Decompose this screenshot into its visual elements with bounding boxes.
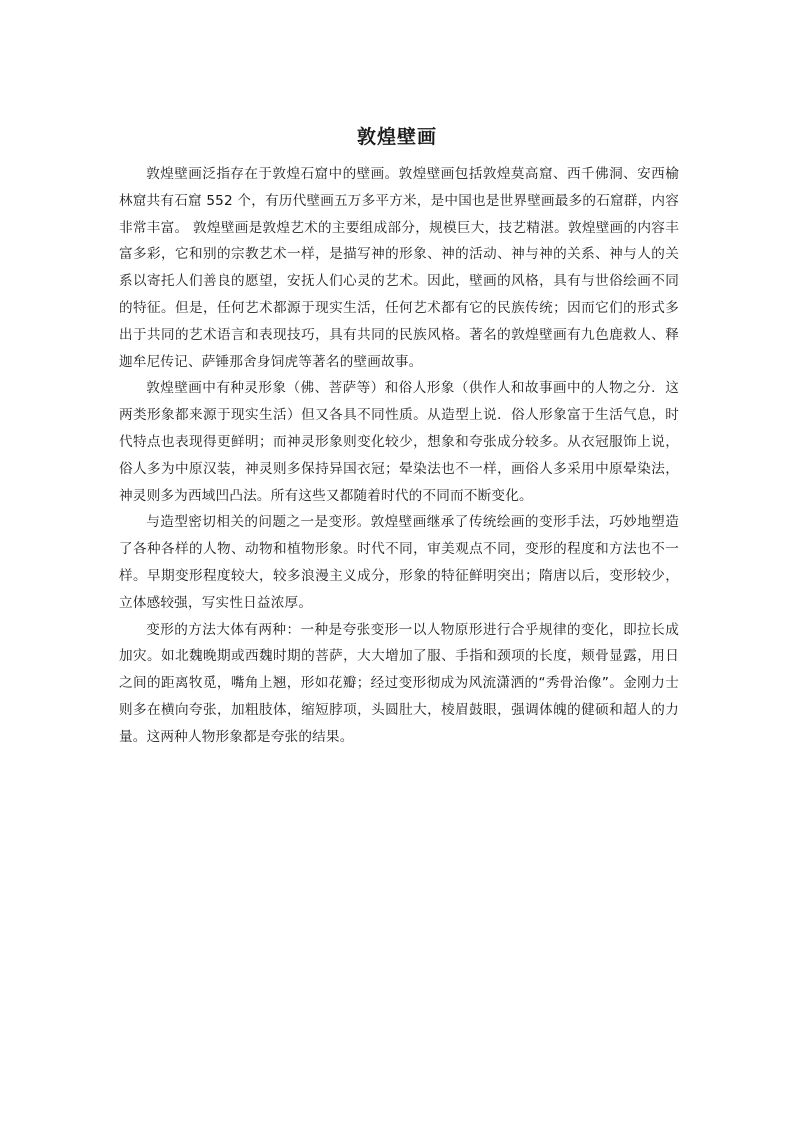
paragraph-3: 与造型密切相关的问题之一是变形。敦煌壁画继承了传统绘画的变形手法，巧妙地塑造了各种各样的人物、动物和植物形象。时代不同，审美观点不同，变形的程度和方法也不一样。早期变形程度较大，较多浪漫主义成分，形象的特征鲜明突出；隋唐以后，变形较少，立体感较强，写实性日益浓厚。 [119, 514, 679, 611]
document-title: 敦煌壁画 [356, 126, 437, 148]
document-body [119, 161, 679, 751]
paragraph-2: 敦煌壁画中有种灵形象（佛、菩萨等）和俗人形象（供作人和故事画中的人物之分．这两类形象都来源于现实生活）但又各具不同性质。从造型上说．俗人形象富于生活气息，时代特点也表现得更鲜明；而神灵形象则变化较少，想象和夸张成分较多。从衣冠服饰上说，俗人多为中原汉装，神灵则多保持异国衣冠；晕染法也不一样，画俗人多采用中原晕染法，神灵则多为西域凹凸法。所有这些又都随着时代的不同而不断变化。 [119, 380, 679, 504]
paragraph-1: 敦煌壁画泛指存在于敦煌石窟中的壁画。敦煌壁画包括敦煌莫高窟、西千佛洞、安西榆林窟共有石窟 552 个，有历代壁画五万多平方米，是中国也是世界壁画最多的石窟群，内容非常丰富。 敦煌壁画是敦煌艺术的主要组成部分，规模巨大，技艺精湛。敦煌壁画的内容丰富多彩，它和别的宗教艺术一样，是描写神的形象、神的活动、神与神的关系、神与人的关系以寄托人们善良的愿望，安抚人们心灵的艺术。因此，壁画的风格，具有与世俗绘画不同的特征。但是，任何艺术都源于现实生活，任何艺术都有它的民族传统；因而它们的形式多出于共同的艺术语言和表现技巧，具有共同的民族风格。著名的敦煌壁画有九色鹿救人、释迦牟尼传记、萨锤那舍身饲虎等著名的壁画故事。 [119, 166, 679, 370]
paragraph-4: 变形的方法大体有两种：一种是夸张变形一以人物原形进行合乎规律的变化，即拉长成加灾。如北魏晚期或西魏时期的菩萨，大大增加了服、手指和颈项的长度，颊骨显露，用日之间的距离牧觅，嘴角上翘，形如花瓣；经过变形彻成为风流潇洒的“秀骨治像”。金刚力士则多在横向夸张，加粗肢体，缩短脖项，头圆肚大，棱眉鼓眼，强调体魄的健硕和超人的力量。这两种人物形象都是夸张的结果。 [119, 621, 679, 745]
